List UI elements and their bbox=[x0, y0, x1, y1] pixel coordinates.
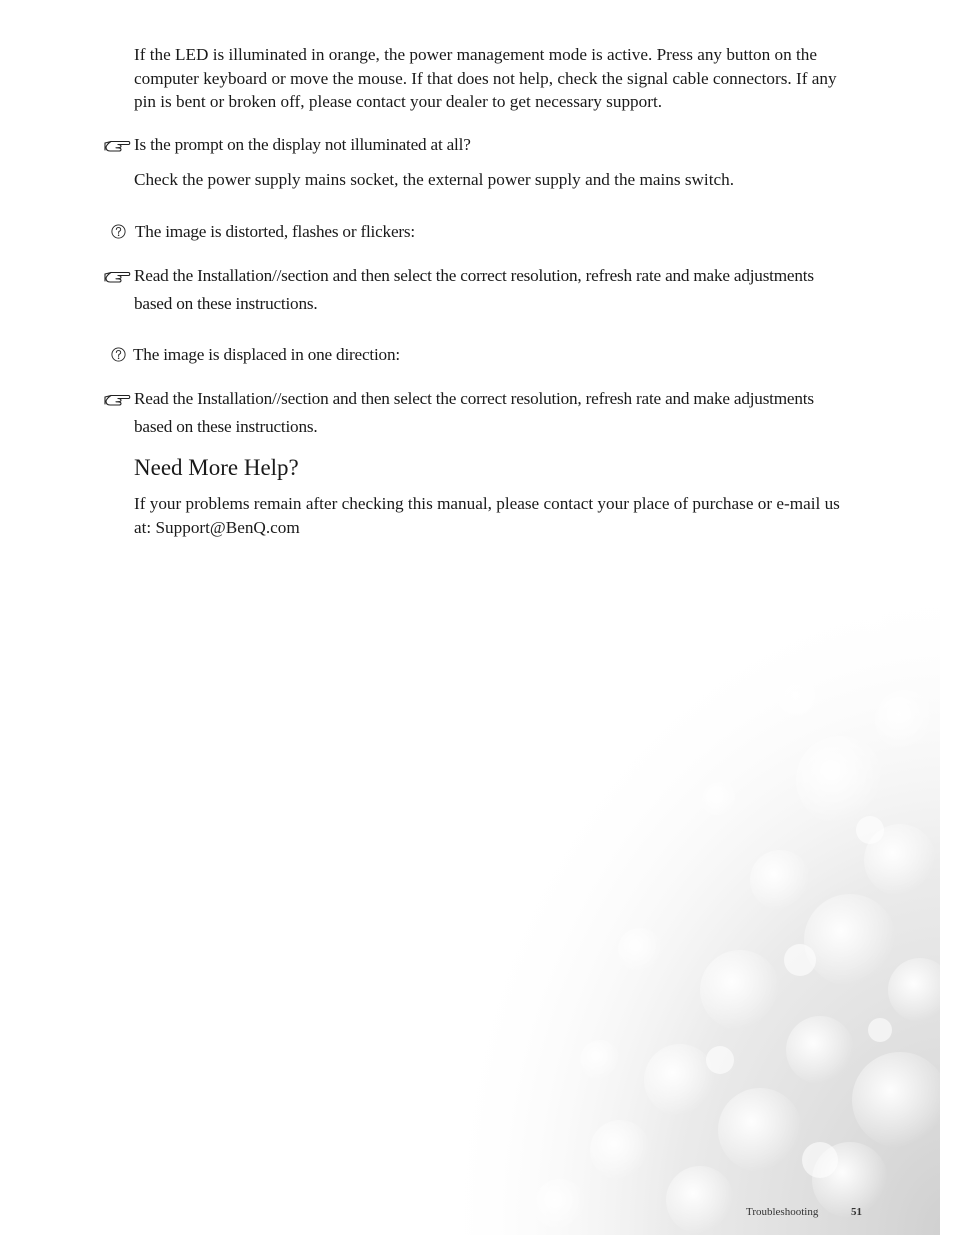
intro-paragraph: If the LED is illuminated in orange, the power management mode is active. Press any button on the computer keyboard or move the mouse. If that does not help, check the signal cable connectors. If any pin is bent or broken off, please contact your dealer to get necessary support. bbox=[134, 45, 837, 112]
need-more-help-heading: Need More Help? bbox=[134, 455, 299, 480]
footer-page-number: 51 bbox=[851, 1206, 862, 1218]
question-displaced: The image is displaced in one direction: bbox=[133, 345, 400, 364]
question-circle-icon bbox=[111, 347, 126, 362]
answer-distorted: Read the Installation//section and then select the correct resolution, refresh rate and make adjustments based on these instructions. bbox=[134, 266, 814, 313]
question-distorted: The image is distorted, flashes or flickers: bbox=[135, 222, 415, 241]
question-not-illuminated: Is the prompt on the display not illuminated at all? bbox=[134, 135, 471, 154]
need-more-help-text: If your problems remain after checking this manual, please contact your place of purchase or e-mail us at: Support@BenQ.com bbox=[134, 494, 840, 537]
pointing-hand-icon bbox=[103, 269, 131, 285]
answer-displaced: Read the Installation//section and then select the correct resolution, refresh rate and make adjustments based on these instructions. bbox=[134, 389, 814, 436]
question-circle-icon bbox=[111, 224, 126, 239]
answer-not-illuminated: Check the power supply mains socket, the external power supply and the mains switch. bbox=[134, 170, 734, 189]
footer-section-name: Troubleshooting bbox=[746, 1206, 819, 1218]
pointing-hand-icon bbox=[103, 138, 131, 154]
pointing-hand-icon bbox=[103, 392, 131, 408]
